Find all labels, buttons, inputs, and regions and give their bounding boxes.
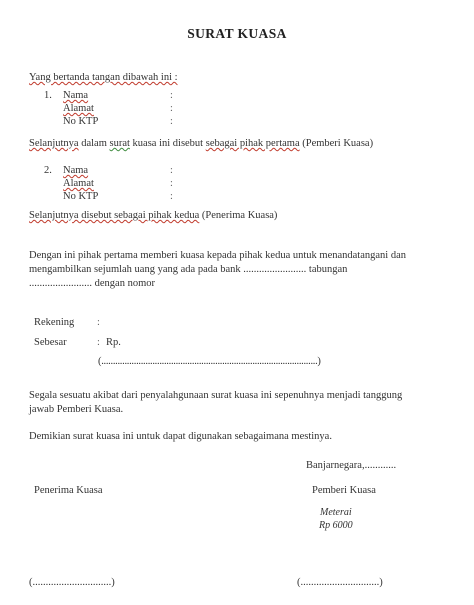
giver-label: Pemberi Kuasa (312, 485, 376, 496)
sebesar-label: Sebesar (34, 337, 67, 348)
second-party-ktp-label: No KTP (63, 191, 99, 202)
intro-text (29, 71, 178, 84)
second-party-note (29, 209, 277, 222)
document-title: SURAT KUASA (187, 26, 287, 41)
paragraph-1-line-1: Dengan ini pihak pertama memberi kuasa kepada pihak kedua untuk menandatangani dan (29, 250, 406, 261)
first-party-name-label: Nama (63, 90, 89, 101)
second-party-note-b: (Penerima Kuasa) (199, 210, 278, 221)
amount-in-words: (.............................................................................................) (98, 356, 321, 367)
first-party-note (29, 137, 373, 150)
first-party-note-e: sebagai pihak pertama (205, 138, 300, 149)
first-party-address-label: Alamat (63, 103, 94, 114)
second-party-note-a: Selanjutnya disebut sebagai pihak kedua (29, 210, 200, 221)
second-party-ktp-colon: : (170, 191, 173, 202)
first-party-name-colon: : (170, 90, 173, 101)
first-party-note-c: surat (109, 138, 130, 149)
first-party-note-d: kuasa ini disebut (129, 138, 206, 149)
stamp-duty-label: Meterai (320, 507, 352, 518)
paragraph-2-line-1: Segala sesuatu akibat dari penyalahgunaan surat kuasa ini sepenuhnya menjadi tanggung (29, 390, 403, 401)
first-party-ktp-label: No KTP (63, 116, 99, 127)
place-and-date: Banjarnegara,............ (306, 460, 397, 471)
second-party-name-label: Nama (63, 165, 89, 176)
paragraph-3: Demikian surat kuasa ini untuk dapat digunakan sebagaimana mestinya. (29, 431, 332, 442)
rekening-label: Rekening (34, 317, 75, 328)
first-party-ktp-colon: : (170, 116, 173, 127)
second-party-address-colon: : (170, 178, 173, 189)
first-party-number: 1. (44, 90, 52, 101)
first-party-note-f: (Pemberi Kuasa) (299, 138, 374, 149)
second-party-address-label: Alamat (63, 178, 94, 189)
intro-line: Yang bertanda tangan dibawah ini : (29, 72, 178, 83)
receiver-label: Penerima Kuasa (34, 485, 103, 496)
sebesar-value: Rp. (106, 337, 121, 348)
receiver-signature-line: (..............................) (29, 577, 115, 588)
first-party-address-colon: : (170, 103, 173, 114)
sebesar-colon: : (97, 337, 100, 348)
stamp-duty-amount: Rp 6000 (319, 520, 353, 531)
first-party-note-a: Selanjutnya (29, 138, 79, 149)
second-party-name-colon: : (170, 165, 173, 176)
second-party-number: 2. (44, 165, 52, 176)
paragraph-1-line-2: mengambilkan sejumlah uang yang ada pada bank ........................ tabungan (29, 264, 348, 275)
paragraph-2-line-2: jawab Pemberi Kuasa. (29, 404, 124, 415)
first-party-note-b: dalam (78, 138, 110, 149)
paragraph-1-line-3: ........................ dengan nomor (29, 278, 155, 289)
rekening-colon: : (97, 317, 100, 328)
giver-signature-line: (..............................) (297, 577, 383, 588)
